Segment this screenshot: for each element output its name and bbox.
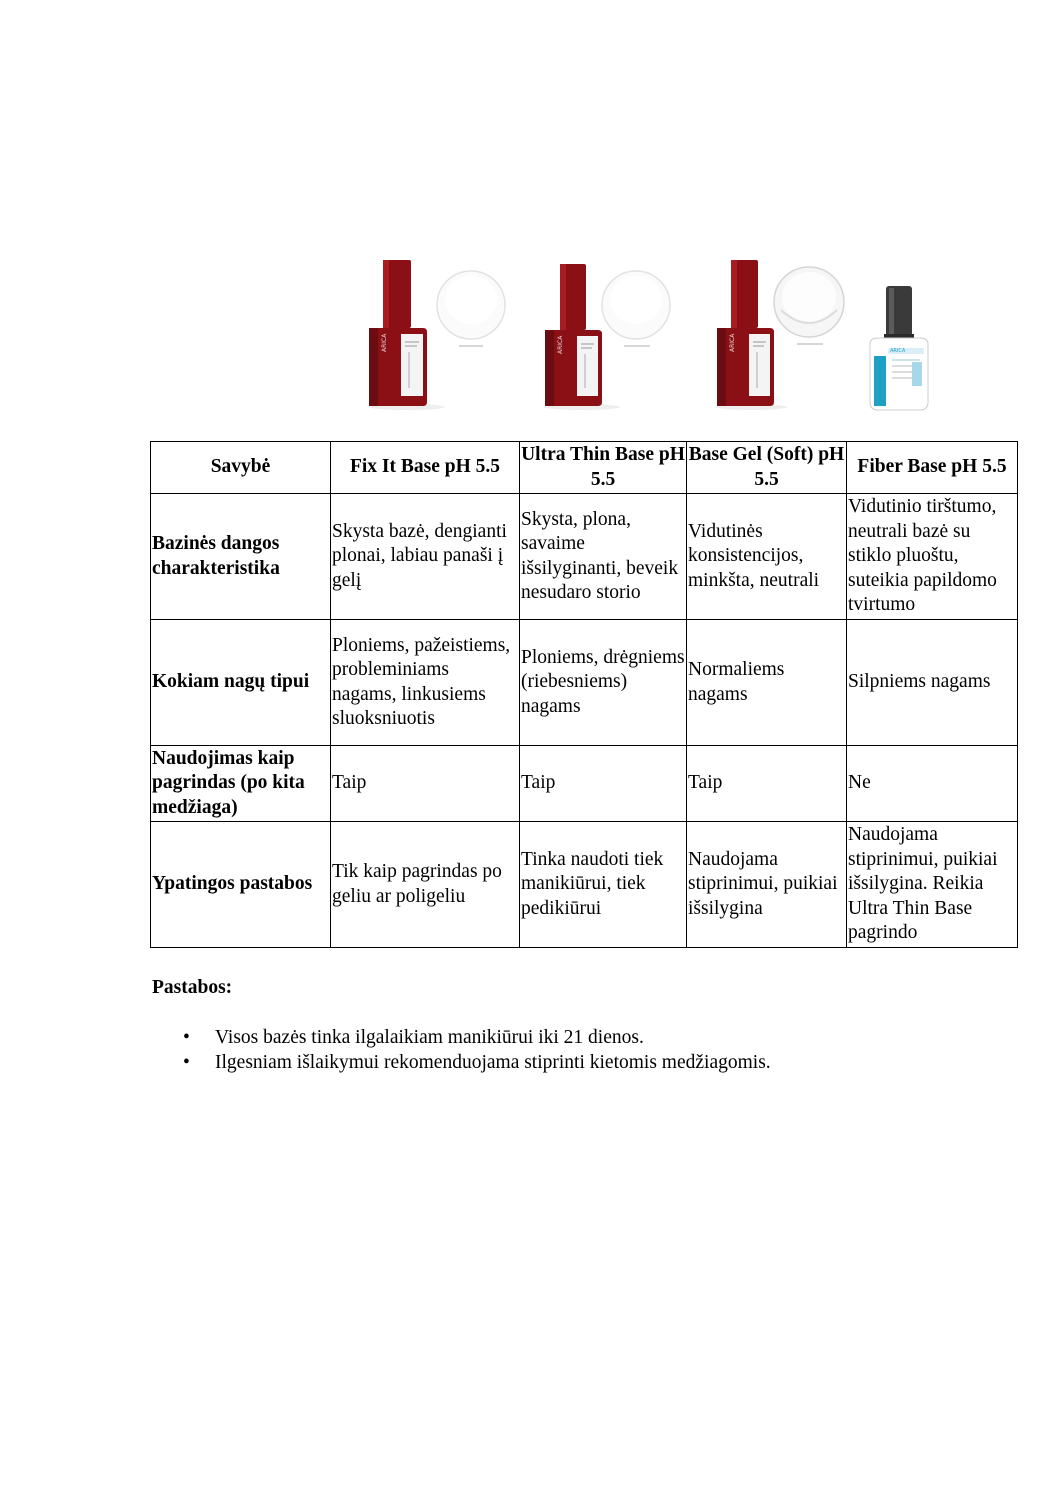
table-cell: Vidutinio tirštumo, neutrali bazė su stiklo pluoštu, suteikia papildomo tvirtumo xyxy=(847,494,1018,620)
list-item xyxy=(152,1051,771,1076)
product-image-fix-it-base xyxy=(365,252,510,412)
table-cell: Ploniems, drėgniems (riebesniems) nagams xyxy=(520,620,687,746)
column-header: Base Gel (Soft) pH 5.5 xyxy=(687,442,847,494)
svg-text:ARICA: ARICA xyxy=(729,333,736,352)
table-row xyxy=(151,620,1018,746)
table-cell: Tinka naudoti tiek manikiūrui, tiek pedikiūrui xyxy=(520,822,687,948)
list-item-text: Visos bazės tinka ilgalaikiam manikiūrui iki 21 dienos. xyxy=(215,1027,644,1048)
row-label: Naudojimas kaip pagrindas (po kita medžiaga) xyxy=(151,746,331,822)
svg-text:ARICA: ARICA xyxy=(557,335,564,354)
list-item xyxy=(152,1026,771,1051)
table-cell: Normaliems nagams xyxy=(687,620,847,746)
table-cell: Ploniems, pažeistiems, probleminiams nagams, linkusiems sluoksniuotis xyxy=(331,620,520,746)
column-header: Fix It Base pH 5.5 xyxy=(331,442,520,494)
table-cell: Naudojama stiprinimui, puikiai išsilygina xyxy=(687,822,847,948)
table-row xyxy=(151,746,1018,822)
bullet-icon: • xyxy=(183,1051,190,1073)
table-cell: Taip xyxy=(331,746,520,822)
table-cell: Skysta, plona, savaime išsilyginanti, beveik nesudaro storio xyxy=(520,494,687,620)
product-images xyxy=(355,252,1015,412)
row-label: Ypatingos pastabos xyxy=(151,822,331,948)
table-cell: Tik kaip pagrindas po geliu ar poligeliu xyxy=(331,822,520,948)
table-cell: Silpniems nagams xyxy=(847,620,1018,746)
table-cell: Skysta bazė, dengianti plonai, labiau panaši į gelį xyxy=(331,494,520,620)
svg-text:ARICA: ARICA xyxy=(890,348,906,354)
notes-heading: Pastabos: xyxy=(152,977,233,998)
table-cell: Vidutinės konsistencijos, minkšta, neutrali xyxy=(687,494,847,620)
table-row xyxy=(151,494,1018,620)
comparison-table xyxy=(150,441,1018,948)
row-label: Kokiam nagų tipui xyxy=(151,620,331,746)
column-header: Savybė xyxy=(151,442,331,494)
table-cell: Ne xyxy=(847,746,1018,822)
product-image-fiber-base xyxy=(860,252,930,412)
row-label: Bazinės dangos charakteristika xyxy=(151,494,331,620)
table-header-row xyxy=(151,442,1018,494)
list-item-text: Ilgesniam išlaikymui rekomenduojama stiprinti kietomis medžiagomis. xyxy=(215,1051,771,1073)
svg-text:ARICA: ARICA xyxy=(381,333,388,352)
column-header: Fiber Base pH 5.5 xyxy=(847,442,1018,494)
table-cell: Taip xyxy=(687,746,847,822)
table-cell: Taip xyxy=(520,746,687,822)
bullet-icon: • xyxy=(183,1027,190,1048)
table-cell: Naudojama stiprinimui, puikiai išsilygina. Reikia Ultra Thin Base pagrindo xyxy=(847,822,1018,948)
column-header: Ultra Thin Base pH 5.5 xyxy=(520,442,687,494)
product-image-base-gel-soft xyxy=(715,252,860,412)
table-row xyxy=(151,822,1018,948)
notes-list xyxy=(152,1026,771,1075)
product-image-ultra-thin-base xyxy=(542,252,687,412)
